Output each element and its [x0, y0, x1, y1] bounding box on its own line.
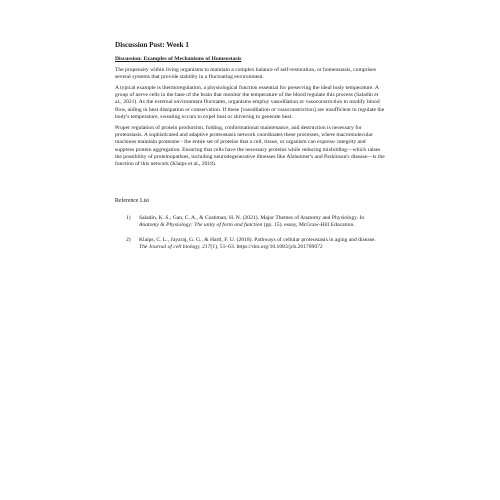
reference-source-title: Anatomy & Physiology: The unity of form and function [139, 222, 263, 229]
reference-item [126, 237, 385, 252]
document-body [115, 41, 385, 258]
reference-number: 1) [126, 215, 131, 222]
reference-source-title: The Journal of cell biology, 217 [139, 244, 211, 251]
reference-text: Saladin, K. S., Gan, C. A., & Cushman, H. N. (2021). Major Themes of Anatomy and Physiology. In [139, 215, 365, 222]
paragraph-thermoregulation: A typical example is thermoregulation, a physiological function essential for preserving the ideal body temperature. A group of nerve cells in the base of the brain that monitor the temperature of the blood regulate this process (Saladin et al., 2021). As the external environment fluctuates, organisms employ vasodilation or vasoconstriction to modify blood flow, aiding in heat dissipation or conservation. If these [vasodilation or vasoconstriction] are insufficient to regulate the body's temperature, sweating occurs to expel heat or shivering to generate heat. [115, 84, 385, 120]
reference-text-tail: (1), 51–63. https://doi.org/10.1083/jcb.201709072 [210, 244, 323, 251]
page-title: Discussion Post: Week 1 [115, 41, 189, 49]
reference-text: Klaips, C. L., Jayaraj, G. G., & Hartl, F. U. (2018). Pathways of cellular proteostasis in aging and disease. [139, 236, 376, 243]
reference-number: 2) [126, 236, 131, 243]
paragraph-intro: The propensity within living organisms to maintain a complex balance of self-restoration, or homeostasis, comprises several systems that provide stability in a fluctuating environment. [115, 66, 376, 80]
reference-list [115, 215, 385, 251]
paragraph-proteostasis: Proper regulation of protein production, folding, conformational maintenance, and destruction is necessary for proteostasis. A sophisticated and adaptive proteostasis network coordinates these processes, where macromolecular machines maintain proteome - the entire set of proteins that a cell, tissue, or organism can express- integrity and suppress protein aggregation. Ensuring that cells have the necessary proteins while reducing misfolding—which raises the possibility of proteinopathies, including neurodegenerative illnesses like Alzheimer's and Parkinson's disease—is the function of this network (Klaips et al., 2018). [115, 124, 385, 167]
reference-item [126, 215, 385, 230]
discussion-subtitle: Discussion: Examples of Mechanisms of Homeostasis [115, 56, 242, 62]
reference-text-tail: (pp. 15). essay, McGraw-Hill Education. [262, 222, 355, 229]
reference-list-title: Reference List [115, 198, 149, 205]
